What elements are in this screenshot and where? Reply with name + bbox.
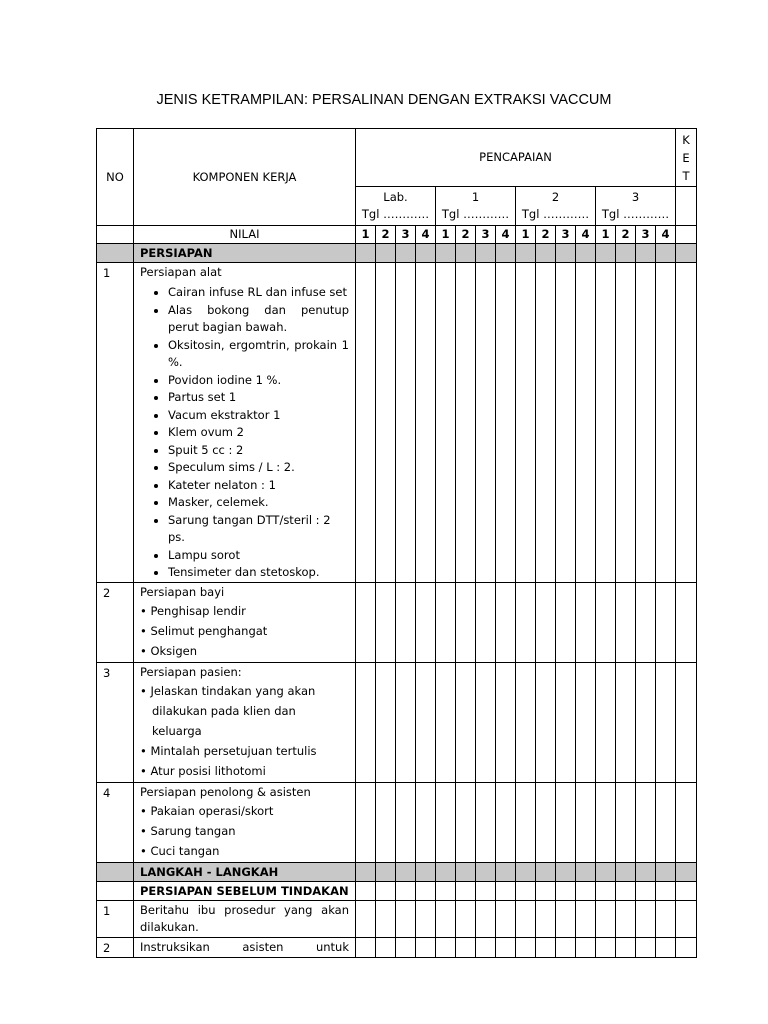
nilai-score: 2 [376, 226, 396, 244]
list-item: • Mintalah persetujuan tertulis [140, 744, 317, 759]
score-cell [476, 900, 496, 937]
score-cell [516, 862, 536, 881]
row-no: 3 [97, 662, 134, 782]
score-cell [616, 244, 636, 263]
nilai-label: NILAI [134, 226, 356, 244]
ket-cell [676, 582, 697, 662]
list-item: dilakukan pada klien dan keluarga [152, 703, 296, 738]
score-cell [556, 582, 576, 662]
score-cell [356, 881, 376, 900]
score-cell [496, 862, 516, 881]
score-cell [416, 662, 436, 782]
score-cell [476, 881, 496, 900]
list-item: • Kateter nelaton : 1 [168, 477, 349, 495]
score-cell [616, 900, 636, 937]
nilai-score: 1 [596, 226, 616, 244]
row-persiapan-pasien: Persiapan pasien: • Jelaskan tindakan yang akan dilakukan pada klien dan keluarga • Mintalah persetujuan tertulis • Atur posisi lithotomi [134, 662, 356, 782]
ket-cell [676, 937, 697, 957]
score-cell [496, 263, 516, 583]
score-cell [536, 662, 556, 782]
score-cell [616, 937, 636, 957]
score-cell [396, 244, 416, 263]
row-no: 4 [97, 782, 134, 862]
ket-cell [676, 862, 697, 881]
score-cell [636, 662, 656, 782]
list-item: • Alas bokong dan penutup perut bagian bawah. [168, 302, 349, 337]
score-cell [416, 263, 436, 583]
score-cell [576, 782, 596, 862]
score-cell [356, 862, 376, 881]
score-cell [476, 782, 496, 862]
score-cell [616, 862, 636, 881]
score-cell [596, 862, 616, 881]
score-cell [356, 582, 376, 662]
score-cell [436, 937, 456, 957]
ket-cell [676, 900, 697, 937]
score-cell [636, 244, 656, 263]
score-cell [596, 244, 616, 263]
score-cell [436, 862, 456, 881]
header-komponen-kerja: KOMPONEN KERJA [134, 129, 356, 226]
score-cell [536, 900, 556, 937]
score-cell [616, 263, 636, 583]
score-cell [656, 662, 676, 782]
checklist-table [96, 128, 697, 958]
score-cell [656, 244, 676, 263]
score-cell [656, 263, 676, 583]
score-cell [576, 582, 596, 662]
score-cell [456, 937, 476, 957]
row-no: 1 [97, 900, 134, 937]
step-beritahu: Beritahu ibu prosedur yang akan dilakukan. [134, 900, 356, 937]
score-cell [536, 244, 556, 263]
score-cell [356, 937, 376, 957]
score-cell [616, 881, 636, 900]
score-cell [476, 263, 496, 583]
row-persiapan-bayi: Persiapan bayi • Penghisap lendir • Selimut penghangat • Oksigen [134, 582, 356, 662]
score-cell [376, 900, 396, 937]
score-cell [556, 782, 576, 862]
score-cell [476, 862, 496, 881]
score-cell [516, 662, 536, 782]
score-cell [616, 782, 636, 862]
score-cell [636, 263, 656, 583]
score-cell [436, 662, 456, 782]
list-item: • Masker, celemek. [168, 494, 349, 512]
nilai-score: 3 [396, 226, 416, 244]
nilai-score: 3 [556, 226, 576, 244]
score-cell [536, 263, 556, 583]
score-cell [496, 782, 516, 862]
list-item: • Jelaskan tindakan yang akan [140, 683, 316, 698]
score-cell [456, 862, 476, 881]
score-cell [516, 244, 536, 263]
score-cell [436, 263, 456, 583]
score-cell [556, 244, 576, 263]
list-item: • Povidon iodine 1 %. [168, 372, 349, 390]
score-cell [636, 881, 656, 900]
score-cell [496, 662, 516, 782]
score-cell [516, 582, 536, 662]
score-cell [596, 662, 616, 782]
ket-cell [676, 782, 697, 862]
score-cell [616, 582, 636, 662]
section-row [97, 244, 697, 263]
score-cell [496, 937, 516, 957]
score-cell [476, 582, 496, 662]
score-cell [396, 881, 416, 900]
score-cell [556, 881, 576, 900]
row-persiapan-alat: Persiapan alat • Cairan infuse RL dan infuse set • Alas bokong dan penutup perut bagian bawah. • Oksitosin, ergomtrin, prokain 1 %. • Povidon iodine 1 %. • Partus set 1 • Vacum ekstraktor 1 • Klem ovum 2 • Spuit 5 cc : 2 • Speculum sims / L : 2. • Kateter nelaton : 1 • Masker, celemek. • Sarung tangan DTT/steril : 2 ps. • Lampu sorot • Tensimeter dan stetoskop. [134, 263, 356, 583]
score-cell [656, 900, 676, 937]
score-cell [436, 900, 456, 937]
list-item: • Speculum sims / L : 2. [168, 459, 349, 477]
row-no: 1 [97, 263, 134, 583]
score-cell [396, 862, 416, 881]
nilai-score: 2 [536, 226, 556, 244]
score-cell [416, 244, 436, 263]
score-cell [396, 582, 416, 662]
score-cell [396, 900, 416, 937]
score-cell [576, 263, 596, 583]
score-cell [436, 782, 456, 862]
section-sebelum-tindakan: PERSIAPAN SEBELUM TINDAKAN [134, 881, 356, 900]
section-persiapan: PERSIAPAN [134, 244, 356, 263]
score-cell [376, 782, 396, 862]
list-item: • Cuci tangan [140, 843, 220, 858]
score-cell [416, 881, 436, 900]
score-cell [396, 937, 416, 957]
list-item: • Vacum ekstraktor 1 [168, 407, 349, 425]
nilai-score: 1 [356, 226, 376, 244]
score-cell [516, 782, 536, 862]
score-cell [396, 662, 416, 782]
nilai-score: 4 [656, 226, 676, 244]
score-cell [596, 881, 616, 900]
score-cell [456, 244, 476, 263]
score-cell [516, 881, 536, 900]
score-cell [556, 662, 576, 782]
score-cell [536, 881, 556, 900]
score-cell [396, 782, 416, 862]
score-cell [556, 937, 576, 957]
score-cell [596, 900, 616, 937]
list-item: • Partus set 1 [168, 389, 349, 407]
score-cell [376, 937, 396, 957]
score-cell [616, 662, 636, 782]
page-title: JENIS KETRAMPILAN: PERSALINAN DENGAN EXTRAKSI VACCUM [156, 92, 612, 108]
nilai-no-cell [97, 226, 134, 244]
score-cell [576, 244, 596, 263]
score-cell [376, 662, 396, 782]
header-no: NO [97, 129, 134, 226]
score-cell [516, 937, 536, 957]
score-cell [576, 862, 596, 881]
score-cell [476, 937, 496, 957]
score-cell [496, 244, 516, 263]
score-cell [376, 881, 396, 900]
score-cell [476, 662, 496, 782]
score-cell [536, 937, 556, 957]
list-item: • Pakaian operasi/skort [140, 803, 274, 818]
score-cell [636, 782, 656, 862]
group-1: 1 Tgl ………… [436, 187, 516, 226]
score-cell [436, 582, 456, 662]
header-pencapaian: PENCAPAIAN [356, 129, 676, 187]
score-cell [656, 937, 676, 957]
score-cell [656, 782, 676, 862]
score-cell [536, 782, 556, 862]
score-cell [496, 582, 516, 662]
score-cell [376, 582, 396, 662]
score-cell [656, 881, 676, 900]
score-cell [556, 900, 576, 937]
score-cell [416, 900, 436, 937]
score-cell [656, 862, 676, 881]
score-cell [416, 582, 436, 662]
list-item: • Tensimeter dan stetoskop. [168, 564, 349, 582]
list-item: • Sarung tangan [140, 823, 236, 838]
list-item: • Sarung tangan DTT/steril : 2 ps. [168, 512, 349, 547]
score-cell [356, 244, 376, 263]
ket-cell [676, 226, 697, 244]
ket-cell [676, 187, 697, 226]
score-cell [536, 862, 556, 881]
row-no: 2 [97, 582, 134, 662]
score-cell [636, 582, 656, 662]
score-cell [456, 900, 476, 937]
score-cell [356, 263, 376, 583]
score-cell [596, 582, 616, 662]
list-item: • Spuit 5 cc : 2 [168, 442, 349, 460]
list-item: • Lampu sorot [168, 547, 349, 565]
row-no: 2 [97, 937, 134, 957]
group-lab: Lab. Tgl ………… [356, 187, 436, 226]
score-cell [636, 862, 656, 881]
score-cell [596, 782, 616, 862]
score-cell [576, 900, 596, 937]
row-persiapan-penolong: Persiapan penolong & asisten • Pakaian operasi/skort • Sarung tangan • Cuci tangan [134, 782, 356, 862]
score-cell [536, 582, 556, 662]
score-cell [636, 937, 656, 957]
nilai-score: 4 [576, 226, 596, 244]
score-cell [516, 263, 536, 583]
nilai-score: 3 [636, 226, 656, 244]
group-3: 3 Tgl ………… [596, 187, 676, 226]
score-cell [456, 263, 476, 583]
score-cell [456, 782, 476, 862]
score-cell [456, 662, 476, 782]
list-item: • Atur posisi lithotomi [140, 764, 266, 779]
score-cell [456, 881, 476, 900]
list-item: • Oksigen [140, 643, 198, 658]
score-cell [376, 263, 396, 583]
score-cell [496, 881, 516, 900]
list-item: • Cairan infuse RL dan infuse set [168, 284, 349, 302]
list-item: • Oksitosin, ergomtrin, prokain 1 %. [168, 337, 349, 372]
nilai-score: 4 [416, 226, 436, 244]
score-cell [396, 263, 416, 583]
step-instruksikan: Instruksikan asisten untuk [134, 937, 356, 957]
score-cell [576, 881, 596, 900]
ket-cell [676, 263, 697, 583]
nilai-score: 1 [436, 226, 456, 244]
ket-cell [676, 662, 697, 782]
score-cell [556, 862, 576, 881]
score-cell [436, 881, 456, 900]
nilai-score: 4 [496, 226, 516, 244]
score-cell [436, 244, 456, 263]
score-cell [356, 782, 376, 862]
score-cell [416, 782, 436, 862]
ket-cell [676, 881, 697, 900]
score-cell [416, 937, 436, 957]
list-item: • Klem ovum 2 [168, 424, 349, 442]
score-cell [356, 662, 376, 782]
section-langkah: LANGKAH - LANGKAH [134, 862, 356, 881]
list-item: • Selimut penghangat [140, 623, 268, 638]
ket-cell [676, 244, 697, 263]
score-cell [656, 582, 676, 662]
score-cell [636, 900, 656, 937]
score-cell [376, 862, 396, 881]
nilai-score: 2 [456, 226, 476, 244]
score-cell [576, 937, 596, 957]
score-cell [496, 900, 516, 937]
score-cell [596, 263, 616, 583]
score-cell [516, 900, 536, 937]
score-cell [376, 244, 396, 263]
score-cell [416, 862, 436, 881]
header-ket: K E T [676, 129, 697, 187]
nilai-score: 2 [616, 226, 636, 244]
score-cell [356, 900, 376, 937]
score-cell [576, 662, 596, 782]
nilai-score: 3 [476, 226, 496, 244]
score-cell [456, 582, 476, 662]
group-2: 2 Tgl ………… [516, 187, 596, 226]
list-item: • Penghisap lendir [140, 603, 246, 618]
score-cell [476, 244, 496, 263]
score-cell [596, 937, 616, 957]
score-cell [556, 263, 576, 583]
nilai-score: 1 [516, 226, 536, 244]
